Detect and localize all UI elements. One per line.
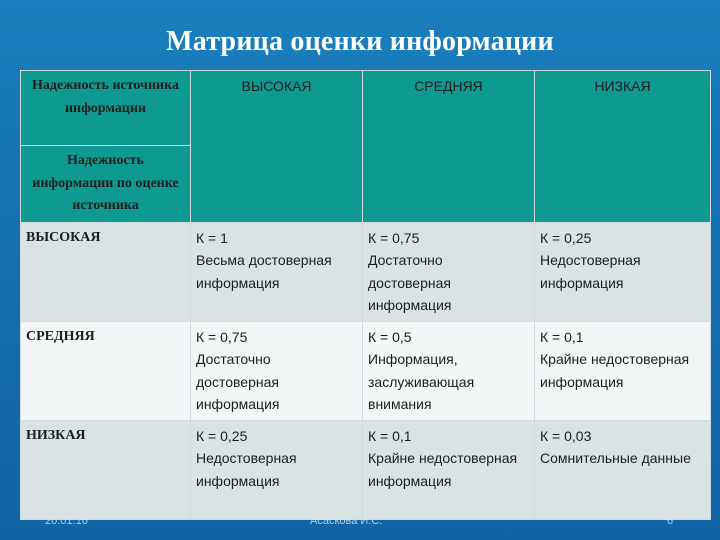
row-label-low: НИЗКАЯ	[21, 420, 191, 519]
corner-header-source-reliability: Надежность источника информации	[21, 71, 191, 146]
row-label-high: ВЫСОКАЯ	[21, 222, 191, 321]
table-cell: К = 0,1 Крайне недостоверная информация	[363, 420, 535, 519]
footer-page-number: 6	[667, 515, 674, 527]
table-row	[21, 222, 711, 321]
table-row	[21, 321, 711, 420]
table-cell: К = 0,75 Достаточно достоверная информация	[363, 222, 535, 321]
table-cell: К = 0,5 Информация, заслуживающая внимания	[363, 321, 535, 420]
table-cell: К = 0,03 Сомнительные данные	[535, 420, 711, 519]
table-header-row	[21, 71, 711, 146]
col-header-medium: СРЕДНЯЯ	[363, 71, 535, 223]
footer-date: 20.01.16	[45, 515, 88, 527]
table-cell: К = 0,1 Крайне недостоверная информация	[535, 321, 711, 420]
col-header-high: ВЫСОКАЯ	[191, 71, 363, 223]
evaluation-matrix-table	[20, 70, 711, 520]
table-cell: К = 1 Весьма достоверная информация	[191, 222, 363, 321]
table-row	[21, 420, 711, 519]
footer-author: Асаскова И.С.	[310, 515, 383, 527]
slide-title: Матрица оценки информации	[166, 26, 554, 57]
table-cell: К = 0,75 Достаточно достоверная информация	[191, 321, 363, 420]
row-label-medium: СРЕДНЯЯ	[21, 321, 191, 420]
table-cell: К = 0,25 Недостоверная информация	[535, 222, 711, 321]
col-header-low: НИЗКАЯ	[535, 71, 711, 223]
corner-header-info-reliability: Надежность информации по оценке источника	[21, 146, 191, 223]
table-cell: К = 0,25 Недостоверная информация	[191, 420, 363, 519]
